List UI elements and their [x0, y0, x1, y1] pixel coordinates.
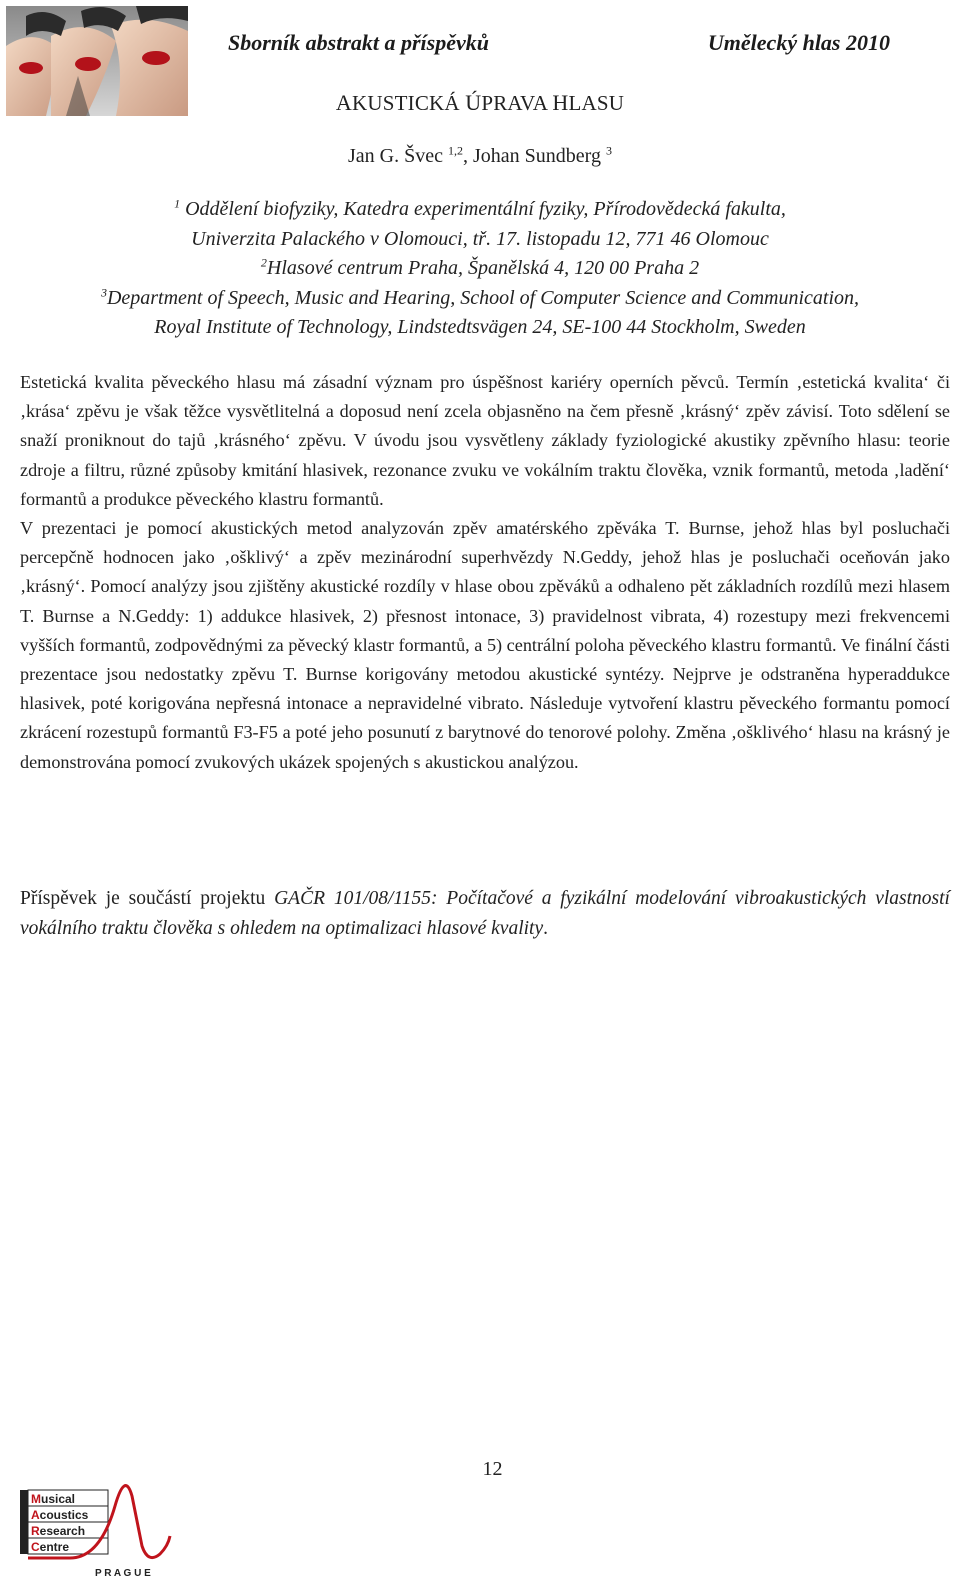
abstract-body	[20, 368, 950, 777]
title-initial: H	[552, 90, 569, 115]
svg-text:Musical	[31, 1492, 75, 1506]
affiliation-1-line-2: Univerzita Palackého v Olomouci, tř. 17. listopadu 12, 771 46 Olomouc	[191, 227, 769, 250]
title-initial: Ú	[465, 90, 482, 115]
logo-city: P R A G U E	[95, 1568, 151, 1579]
header-proceedings-title: Sborník abstrakt a příspěvků	[228, 30, 489, 55]
affiliation-number: 1	[174, 196, 181, 211]
title-text: PRAVA	[481, 91, 553, 115]
author-list	[0, 145, 960, 168]
author-name: Jan G. Švec	[348, 145, 448, 167]
title-text: KUSTICKÁ	[351, 91, 466, 115]
author-affiliation-marker: 1,2	[448, 143, 463, 158]
logo-text: entre	[39, 1540, 70, 1554]
affiliation-number: 2	[260, 255, 267, 270]
affiliation-3-line-1	[0, 284, 960, 314]
svg-text:Research	[31, 1524, 85, 1538]
project-suffix: .	[543, 917, 548, 939]
author-affiliation-marker: 3	[605, 143, 612, 158]
logo-initial: M	[31, 1492, 41, 1506]
author-name: , Johan Sundberg	[463, 145, 606, 167]
affiliation-2	[0, 254, 960, 284]
musical-acoustics-research-centre-logo	[20, 1466, 190, 1591]
project-acknowledgement	[20, 884, 950, 943]
affiliations	[0, 195, 960, 343]
page-number: 12	[482, 1458, 503, 1480]
affiliation-number: 3	[100, 284, 107, 299]
logo-text: esearch	[39, 1524, 86, 1538]
article-title	[0, 90, 960, 116]
affiliation-text: Department of Speech, Music and Hearing, School of Computer Science and Communication,	[106, 286, 860, 309]
affiliation-text: Oddělení biofyziky, Katedra experimentální fyziky, Přírodovědecká fakulta,	[180, 198, 786, 220]
affiliation-text: Hlasové centrum Praha, Španělská 4, 120 00 Praha 2	[266, 257, 700, 279]
svg-text:Centre	[31, 1540, 69, 1554]
logo-initial: C	[31, 1540, 40, 1554]
header-conference-title: Umělecký hlas 2010	[707, 30, 890, 55]
logo-text: usical	[41, 1492, 76, 1506]
abstract-paragraph-1: Estetická kvalita pěveckého hlasu má zásadní význam pro úspěšnost kariéry operních pěvců. Termín ‚estetická kvalita‘ či ‚krása‘ zpěvu je však těžce vysvětlitelná a doposud není zcela objasněno na čem přesně ‚krásný‘ zpěv závisí. Toto sdělení se snaží proniknout do tajů ‚krásného‘ zpěvu. V úvodu jsou vysvětleny základy fyziologické akustiky zpěvního hlasu: teorie zdroje a filtru, různé způsoby kmitání hlasivek, rezonance zvuku ve vokálním traktu člověka, vznik formantů, metoda ‚ladění‘ formantů a produkce pěveckého klastru formantů.	[20, 372, 950, 509]
affiliation-3-line-2: Royal Institute of Technology, Lindstedtsvägen 24, SE-100 44 Stockholm, Sweden	[154, 316, 806, 338]
project-prefix: Příspěvek je součástí projektu	[20, 888, 275, 909]
abstract-paragraph-2: V prezentaci je pomocí akustických metod analyzován zpěv amatérského zpěváka T. Burnse, jehož hlas byl posluchači percepčně hodnocen jako ‚ošklivý‘ a zpěv mezinárodní superhvězdy N.Geddy, jehož hlas je posluchači oceňován jako ‚krásný‘. Pomocí analýzy jsou zjištěny akustické rozdíly v hlase obou zpěváků a odhaleno pět základních rozdílů mezi hlasem T. Burnse a N.Geddy: 1) addukce hlasivek, 2) přesnost intonace, 3) pravidelnost vibrata, 4) rozestupy mezi frekvencemi vyšších formantů, zodpovědnými za pěvecký klastr formantů, a 5) centrální poloha pěveckého klastru formantů. Ve finální části prezentace jsou nedostatky zpěvu T. Burnse korigovány metodou akustické syntézy. Nejprve je odstraněna hyperaddukce hlasivek, poté korigována nepřesná intonace a nepravidelné vibrato. Následuje vytvoření klastru pěveckého formantu pomocí zkrácení rozestupů formantů F3-F5 a poté jeho posunutí z barytnové do tenorové polohy. Změna ‚ošklivého‘ hlasu na krásný je demonstrována pomocí zvukových ukázek spojených s akustickou analýzou.	[20, 518, 950, 772]
affiliation-1-line-1	[0, 195, 960, 225]
title-initial: A	[335, 90, 352, 115]
svg-text:Acoustics	[31, 1508, 89, 1522]
title-text: LASU	[568, 91, 625, 115]
project-title: GAČR 101/08/1155: Počítačové a fyzikální modelování vibroakustických vlastností vokálního traktu člověka s ohledem na optimalizaci hlasové kvality	[20, 888, 950, 939]
logo-initial: R	[31, 1524, 40, 1538]
logo-text: coustics	[39, 1508, 89, 1522]
logo-initial: A	[31, 1508, 40, 1522]
